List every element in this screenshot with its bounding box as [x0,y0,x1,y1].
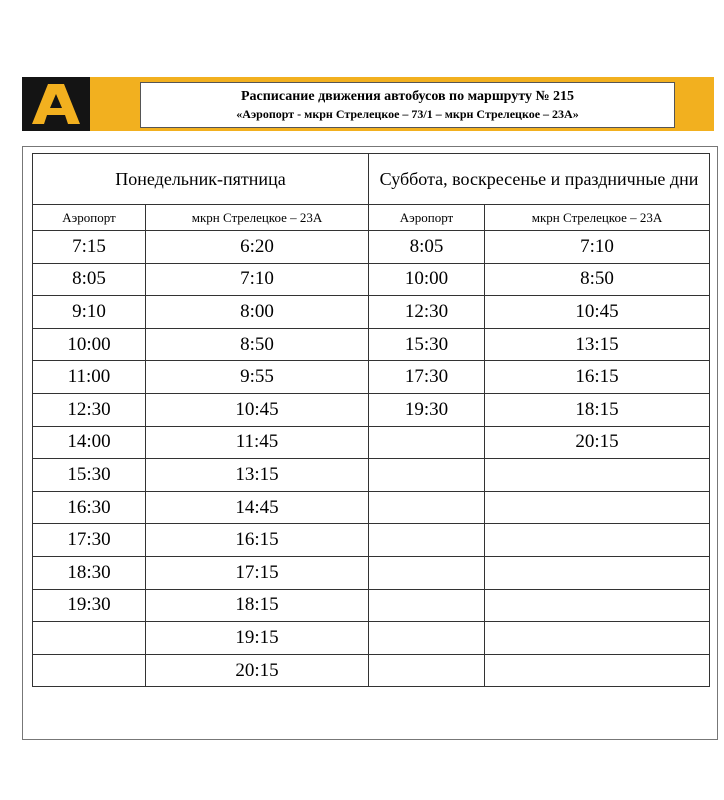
schedule-row [33,328,710,361]
weekend-district-time: 18:15 [485,393,710,426]
schedule-row [33,491,710,524]
weekday-header: Понедельник-пятница [33,154,369,205]
weekday-district-time: 14:45 [146,491,369,524]
weekend-district-time [485,654,710,687]
weekend-airport-time [369,491,485,524]
schedule-row [33,296,710,329]
schedule-row [33,459,710,492]
weekday-district-time: 9:55 [146,361,369,394]
schedule-row [33,426,710,459]
schedule-row [33,231,710,264]
weekend-district-time: 10:45 [485,296,710,329]
weekend-district-time [485,622,710,655]
weekend-district-time: 8:50 [485,263,710,296]
weekday-airport-time: 12:30 [33,393,146,426]
weekday-airport-time: 8:05 [33,263,146,296]
weekday-airport-time: 18:30 [33,556,146,589]
schedule-row [33,654,710,687]
weekday-district-time: 7:10 [146,263,369,296]
weekend-district-time [485,556,710,589]
weekday-district-header: мкрн Стрелецкое – 23А [146,205,369,231]
weekday-district-time: 20:15 [146,654,369,687]
weekend-district-time [485,524,710,557]
weekday-district-time: 13:15 [146,459,369,492]
weekend-district-time: 7:10 [485,231,710,264]
weekday-district-time: 16:15 [146,524,369,557]
schedule-row [33,263,710,296]
weekend-airport-time: 8:05 [369,231,485,264]
weekend-airport-time [369,426,485,459]
weekend-airport-time: 19:30 [369,393,485,426]
weekday-airport-time: 19:30 [33,589,146,622]
weekday-airport-time [33,622,146,655]
weekday-airport-time: 9:10 [33,296,146,329]
weekend-district-time: 20:15 [485,426,710,459]
weekday-airport-time: 10:00 [33,328,146,361]
weekend-header: Суббота, воскресенье и праздничные дни [369,154,710,205]
weekend-district-time: 13:15 [485,328,710,361]
weekday-district-time: 10:45 [146,393,369,426]
schedule-row [33,556,710,589]
weekday-district-time: 11:45 [146,426,369,459]
schedule-table [32,153,710,687]
weekday-airport-time: 7:15 [33,231,146,264]
schedule-title: Расписание движения автобусов по маршруту № 215 [240,89,575,104]
weekday-airport-time: 14:00 [33,426,146,459]
weekend-airport-time [369,459,485,492]
weekend-district-time [485,589,710,622]
weekday-district-time: 8:50 [146,328,369,361]
weekend-airport-time [369,589,485,622]
weekday-district-time: 19:15 [146,622,369,655]
weekend-district-time [485,459,710,492]
weekend-airport-time [369,654,485,687]
weekday-airport-time [33,654,146,687]
weekend-district-time: 16:15 [485,361,710,394]
schedule-row [33,622,710,655]
weekday-district-time: 17:15 [146,556,369,589]
weekend-airport-time [369,622,485,655]
route-subtitle: «Аэропорт - мкрн Стрелецкое – 73/1 – мкрн Стрелецкое – 23А» [236,107,579,121]
weekend-airport-time: 17:30 [369,361,485,394]
weekday-district-time: 8:00 [146,296,369,329]
weekday-airport-time: 15:30 [33,459,146,492]
weekend-airport-time: 15:30 [369,328,485,361]
weekday-district-time: 18:15 [146,589,369,622]
weekday-airport-time: 17:30 [33,524,146,557]
schedule-row [33,393,710,426]
weekend-airport-time [369,524,485,557]
weekend-airport-header: Аэропорт [369,205,485,231]
bus-logo [22,77,90,131]
schedule-row [33,361,710,394]
weekend-district-header: мкрн Стрелецкое – 23А [485,205,710,231]
weekend-district-time [485,491,710,524]
schedule-row [33,524,710,557]
title-box [140,82,675,128]
letter-a-icon [30,82,82,126]
weekday-district-time: 6:20 [146,231,369,264]
schedule-row [33,589,710,622]
weekend-airport-time [369,556,485,589]
weekday-airport-time: 16:30 [33,491,146,524]
weekend-airport-time: 10:00 [369,263,485,296]
weekend-airport-time: 12:30 [369,296,485,329]
weekday-airport-time: 11:00 [33,361,146,394]
weekday-airport-header: Аэропорт [33,205,146,231]
